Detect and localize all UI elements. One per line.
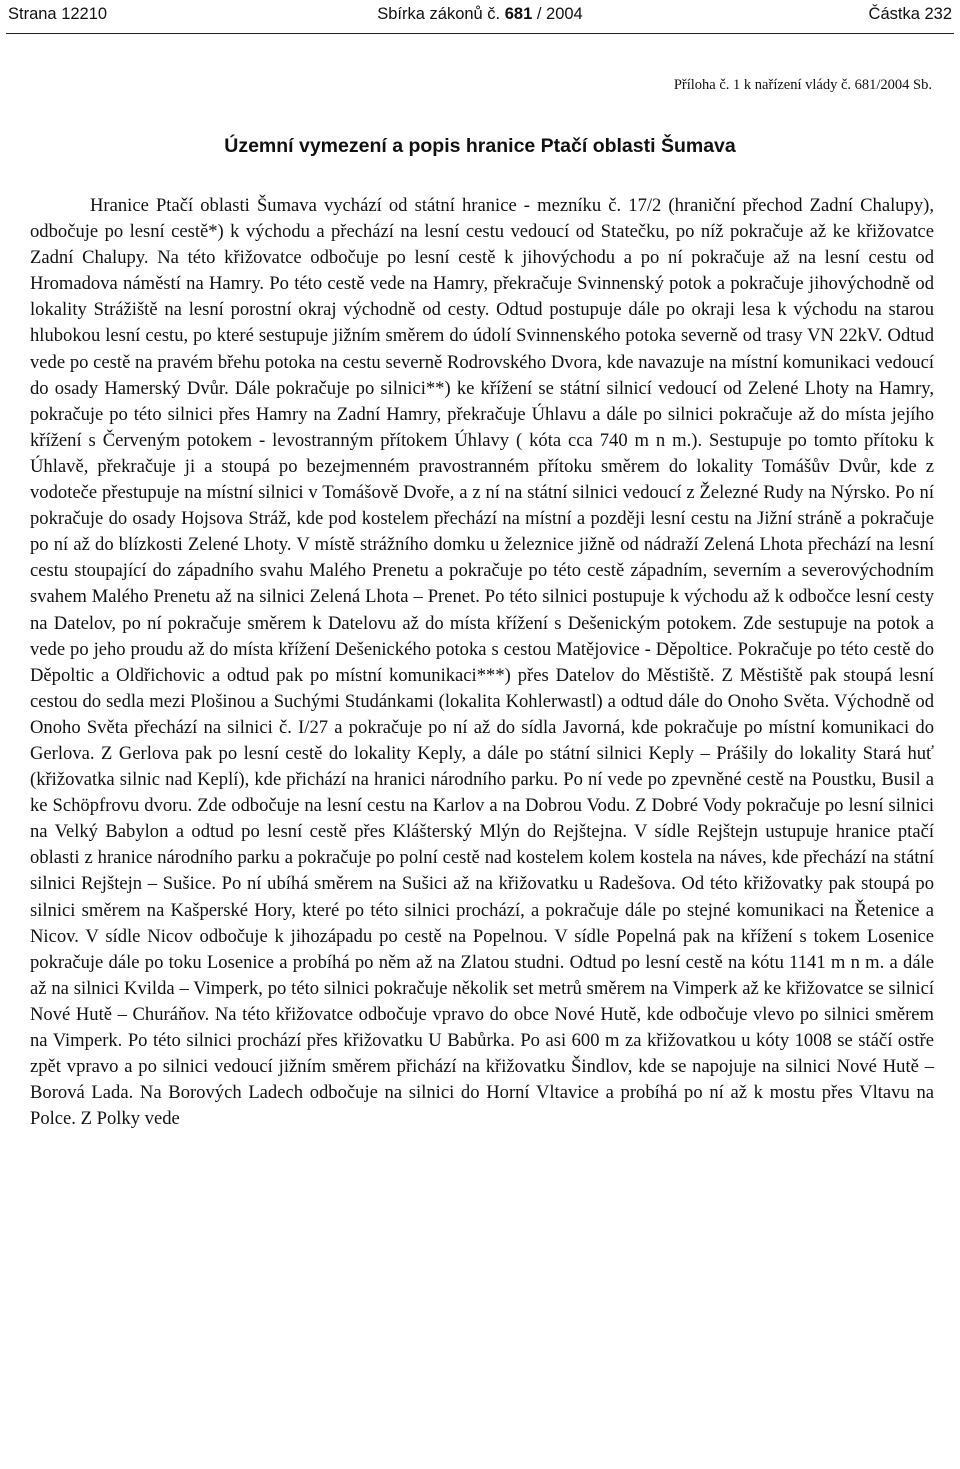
part-number: Částka 232 bbox=[868, 5, 952, 23]
body-text bbox=[30, 193, 934, 1132]
body-paragraph: Hranice Ptačí oblasti Šumava vychází od státní hranice - mezníku č. 17/2 (hraniční přechod Zadní Chalupy), odbočuje po lesní cestě*) k východu a přechází na lesní cestu vedoucí od Statečku, po níž pokračuje až ke křižovatce Zadní Chalupy. Na této křižovatce odbočuje po lesní cestě k jihovýchodu a po ní pokračuje až na lesní cestu od Hromadova náměstí na Hamry. Po této cestě vede na Hamry, překračuje Svinnenský potok a pokračuje jihovýchodně od lokality Strážiště na lesní porostní okraj východně od cesty. Odtud postupuje dále po okraji lesa k východu na starou hlubokou lesní cestu, po které sestupuje jižním směrem do údolí Svinnenského potoka severně od trasy VN 22kV. Odtud vede po cestě na pravém břehu potoka na cestu severně Rodrovského Dvora, kde navazuje na místní komunikaci vedoucí do osady Hamerský Dvůr. Dále pokračuje po silnici**) ke křížení se státní silnicí vedoucí od Zelené Lhoty na Hamry, pokračuje po této silnici přes Hamry na Zadní Hamry, překračuje Úhlavu a dále po silnici pokračuje až do místa jejího křížení s Červeným potokem - levostranným přítokem Úhlavy ( kóta cca 740 m n m.). Sestupuje po tomto přítoku k Úhlavě, překračuje ji a stoupá po bezejmenném pravostranném přítoku směrem do lokality Tomášův Dvůr, kde z vodoteče přestupuje na místní silnici v Tomášově Dvoře, a z ní na státní silnici vedoucí z Železné Rudy na Nýrsko. Po ní pokračuje do osady Hojsova Stráž, kde pod kostelem přechází na místní a později lesní cestu na Jižní stráně a pokračuje po ní až do blízkosti Zelené Lhoty. V místě strážního domku u železnice jižně od nádraží Zelená Lhota přechází na lesní cestu stoupající do západního svahu Malého Prenetu a pokračuje po této cestě západním, severním a severovýchodním svahem Malého Prenetu až na silnici Zelená Lhota – Prenet. Po této silnici postupuje k východu až k odbočce lesní cesty na Datelov, po ní pokračuje směrem k Datelovu až do místa křížení s Dešenickým potokem. Zde sestupuje na potok a vede po jeho proudu až do místa křížení Dešenického potoka s cestou Matějovice - Děpoltice. Pokračuje po této cestě do Děpoltic a Oldřichovic a odtud pak po místní komunikaci***) přes Datelov do Městiště. Z Městiště pak stoupá lesní cestou do sedla mezi Plošinou a Suchými Studánkami (lokalita Kohlerwastl) a odtud dále do Onoho Světa. Východně od Onoho Světa přechází na silnici č. I/27 a pokračuje po ní až do sídla Javorná, kde pokračuje po místní komunikaci do Gerlova. Z Gerlova pak po lesní cestě do lokality Keply, a dále po státní silnici Keply – Prášily do lokality Stará huť (křižovatka silnic nad Keplí), kde přichází na hranici národního parku. Po ní vede po zpevněné cestě na Poustku, Busil a ke Schöpfrovu dvoru. Zde odbočuje na lesní cestu na Karlov a na Dobrou Vodu. Z Dobré Vody pokračuje po lesní silnici na Velký Babylon a odtud po lesní cestě přes Klášterský Mlýn do Rejštejna. V sídle Rejštejn ustupuje hranice ptačí oblasti z hranice národního parku a pokračuje po polní cestě nad kostelem kolem kostela na náves, kde přechází na státní silnici Rejštejn – Sušice. Po ní ubíhá směrem na Sušici až na křižovatku u Radešova. Od této křižovatky pak stoupá po silnici směrem na Kašperské Hory, které po této silnici prochází, a pokračuje dále po stejné komunikaci na Řetenice a Nicov. V sídle Nicov odbočuje k jihozápadu po cestě na Popelnou. V sídle Popelná pak na křížení s tokem Losenice pokračuje dále po toku Losenice a probíhá po něm až na Zlatou studni. Odtud po lesní cestě na kótu 1141 m n m. a dále až na silnici Kvilda – Vimperk, po této silnici pokračuje několik set metrů směrem na Vimperk až ke křižovatce se silnicí Nové Hutě – Churáňov. Na této křižovatce odbočuje vpravo do obce Nové Hutě, kde odbočuje vlevo po silnici směrem na Vimperk. Po této silnici prochází přes křižovatku U Babůrka. Po asi 600 m za křižovatkou u kóty 1008 se stáčí ostře zpět vpravo a po silnici vedoucí jižním směrem přichází na křižovatku Šindlov, kde se napojuje na silnici Nové Hutě – Borová Lada. Na Borových Ladech odbočuje na silnici do Horní Vltavice a probíhá po ní až k mostu přes Vltavu na Polce. Z Polky vede bbox=[30, 195, 934, 1130]
page-number: Strana 12210 bbox=[8, 5, 108, 23]
running-header bbox=[6, 5, 954, 34]
annex-label: Příloha č. 1 k nařízení vlády č. 681/2004 Sb. bbox=[673, 77, 932, 93]
collection-prefix: Sbírka zákonů č. bbox=[377, 5, 505, 23]
collection-suffix: / 2004 bbox=[532, 5, 583, 23]
collection-reference bbox=[6, 5, 954, 24]
collection-number: 681 bbox=[504, 5, 533, 23]
document-title: Územní vymezení a popis hranice Ptačí oblasti Šumava bbox=[224, 135, 736, 157]
